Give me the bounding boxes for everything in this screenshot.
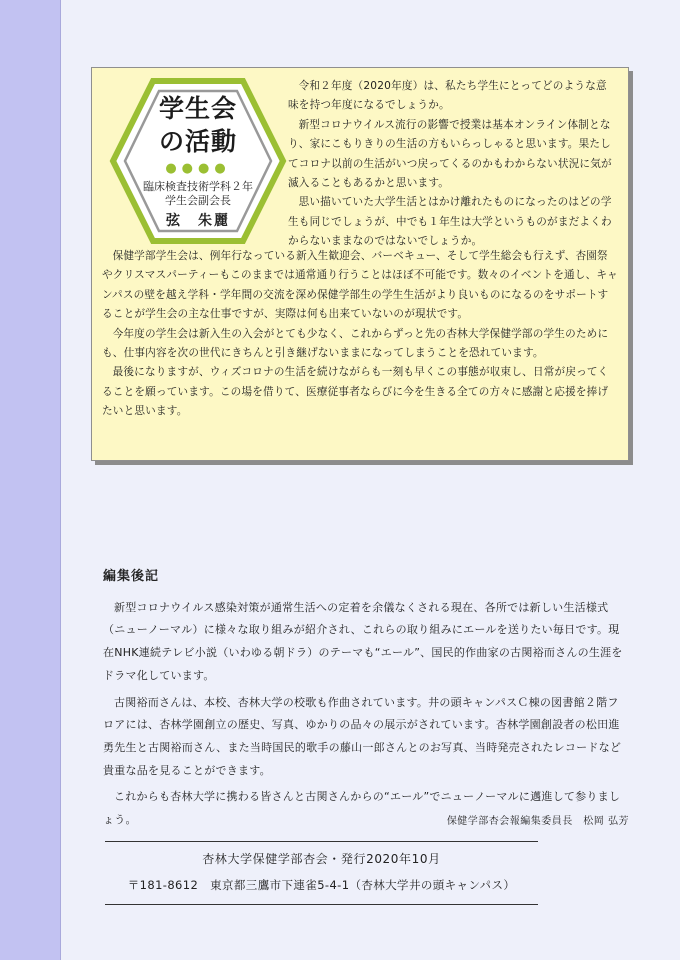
student-council-card <box>91 67 629 461</box>
footer-divider-top <box>105 841 538 842</box>
council-body-text <box>102 247 618 422</box>
badge-title-line1: 学生会 <box>158 94 237 123</box>
intro-paragraph: 思い描いていた大学生活とはかけ離れたものになったのはどの学生も同じでしょうが、中でも１年生は大学というものがまだよくわからないままなのではないでしょうか。 <box>288 196 612 248</box>
address-line: 〒181-8612 東京都三鷹市下連雀5-4-1（杏林大学井の頭キャンパス） <box>127 878 516 892</box>
postscript-heading: 編集後記 <box>103 569 160 584</box>
badge-dots: ●●●● <box>165 161 231 176</box>
intro-paragraph: 令和２年度（2020年度）は、私たち学生にとってどのような意味を持つ年度になるでしょうか。 <box>288 80 607 112</box>
left-color-strip <box>0 0 61 960</box>
footer-divider-bottom <box>105 904 538 905</box>
publisher-line: 杏林大学保健学部杏会・発行2020年10月 <box>202 852 441 866</box>
body-paragraph: 最後になりますが、ウィズコロナの生活を続けながらも一刻も早くこの事態が収束し、日常が戻ってくることを願っています。この場を借りて、医療従事者ならびに今を生きる全ての方々に感謝と応援を捧げたいと思います。 <box>102 366 609 418</box>
body-paragraph: 今年度の学生会は新入生の入会がとても少なく、これからずっと先の杏林大学保健学部の学生のためにも、仕事内容を次の世代にきちんと引き継げないままになってしまうことを恐れています。 <box>102 327 609 360</box>
postscript-paragraph: 新型コロナウイルス感染対策が通常生活への定着を余儀なくされる現在、各所では新しい生活様式（ニューノーマル）に様々な取り組みが紹介され、これらの取り組みにエールを送りたい毎日です。現在NHK連続テレビ小説（いわゆる朝ドラ）のテーマも“エール”、国民的作曲家の古関裕而さんの生涯をドラマ化しています。 <box>103 600 623 682</box>
badge-author-name: 弦 朱麗 <box>166 213 230 229</box>
editors-postscript <box>103 566 629 836</box>
badge-title-line2: の活動 <box>158 127 237 156</box>
postscript-signature: 保健学部杏会報編集委員長 松岡 弘芳 <box>446 816 629 827</box>
body-paragraph: 保健学部学生会は、例年行なっている新入生歓迎会、バーベキュー、そして学生総会も行えず、杏園祭やクリスマスパーティーもこのままでは通常通り行うことはほぼ不可能です。数々のイベントを通し、キャンパスの壁を越え学科・学年間の交流を深め保健学部生の学生生活がより良いものになるのをサポートすることが学生会の主な仕事ですが、実際は何も出来ていないのが現状です。 <box>102 250 618 321</box>
hexagon-badge <box>109 77 287 245</box>
intro-paragraph: 新型コロナウイルス流行の影響で授業は基本オンライン体制となり、家にこもりきりの生活の方もいらっしゃると思います。果たしてコロナ以前の生活がいつ戻ってくるのかもわからない状況に気が滅入ることもあるかと思います。 <box>288 118 612 190</box>
intro-text <box>288 77 612 252</box>
badge-role-department: 臨床検査技術学科２年 <box>143 180 253 193</box>
postscript-paragraph: これからも杏林大学に携わる皆さんと古関さんからの“エール”でニューノーマルに邁進して参りましょう。 <box>103 790 621 827</box>
postscript-paragraph: 古関裕而さんは、本校、杏林大学の校歌も作曲されています。井の頭キャンパスＣ棟の図書館２階フロアには、杏林学園創立の歴史、写真、ゆかりの品々の展示がされています。杏林学園創設者の松田進勇先生と古関裕而さん、また当時国民的歌手の藤山一郎さんとのお写真、当時発売されたレコードなど貴重な品を見ることができます。 <box>103 695 622 777</box>
badge-role-position: 学生会副会長 <box>165 194 231 207</box>
